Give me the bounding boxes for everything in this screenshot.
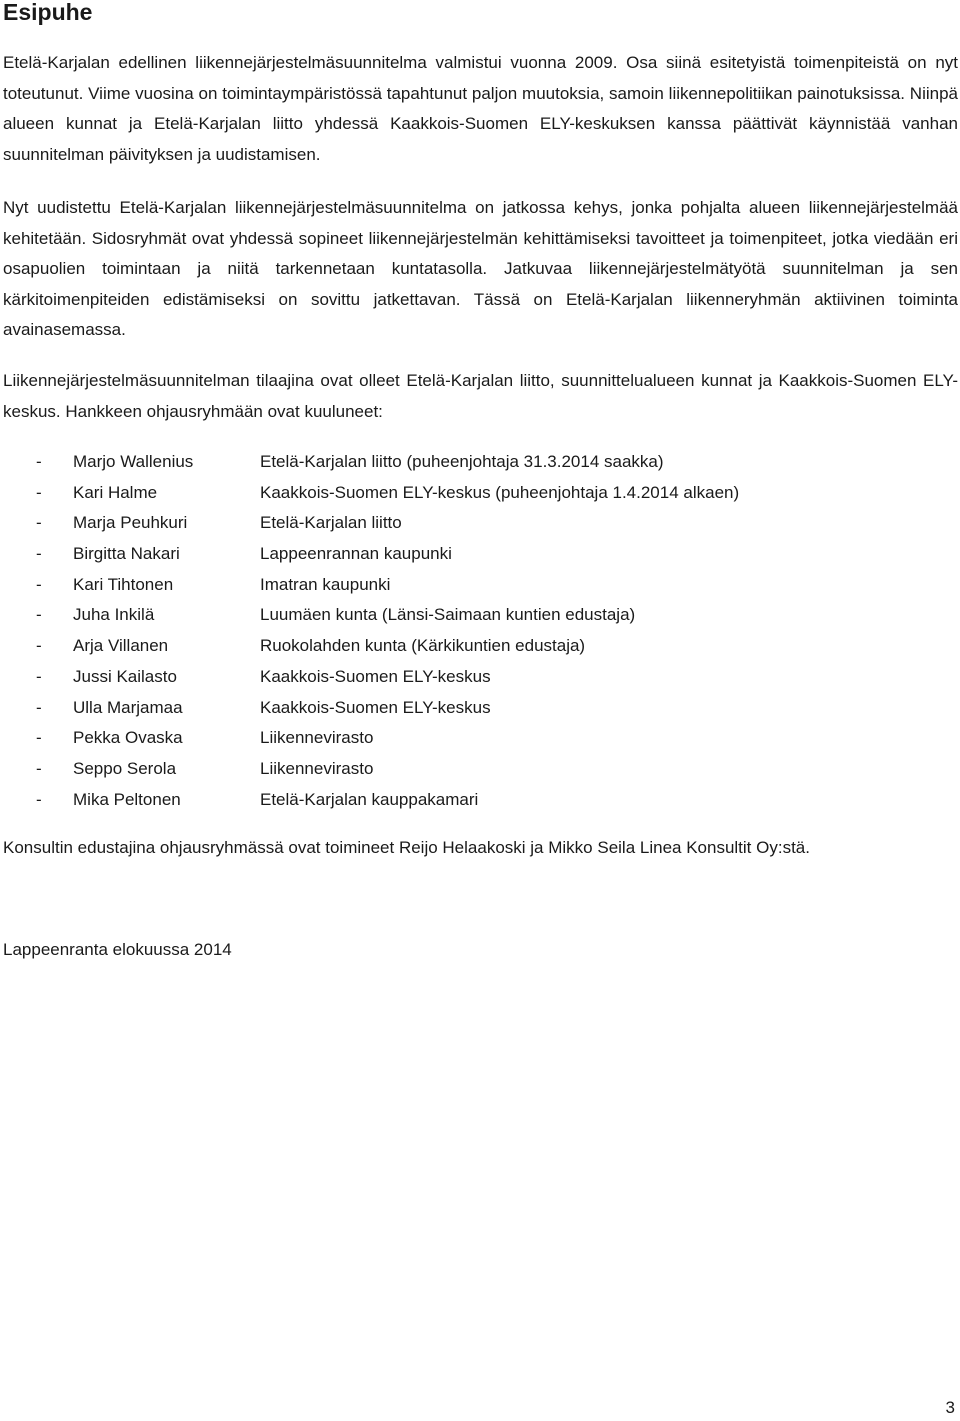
list-item <box>3 508 958 539</box>
list-item <box>3 662 958 693</box>
list-item <box>3 785 958 816</box>
list-dash: - <box>36 697 42 717</box>
consultant-paragraph: Konsultin edustajina ohjausryhmässä ovat toimineet Reijo Helaakoski ja Mikko Seila Linea Konsultit Oy:stä. <box>3 838 810 857</box>
member-name: Ulla Marjamaa <box>73 697 183 717</box>
member-organization: Etelä-Karjalan liitto <box>260 513 402 533</box>
member-name: Jussi Kailasto <box>73 666 177 686</box>
member-name: Mika Peltonen <box>73 789 181 809</box>
member-organization: Imatran kaupunki <box>260 574 391 594</box>
list-dash: - <box>36 482 42 502</box>
member-name: Birgitta Nakari <box>73 544 180 564</box>
list-dash: - <box>36 574 42 594</box>
framework-paragraph: Nyt uudistettu Etelä-Karjalan liikennejärjestelmäsuunnitelma on jatkossa kehys, jonka pohjalta alueen liikennejärjestelmää kehitetään. Sidosryhmät ovat yhdessä sopineet liikennejärjestelmän kehittämiseksi tavoitteet ja toimenpiteet, jotka viedään eri osapuolien toimintaan ja niitä tarkennetaan kuntatasolla. Jatkuvaa liikennejärjestelmätyötä suunnitelman ja sen kärkitoimenpiteiden edistämiseksi on sovittu jatkettavan. Tässä on Etelä-Karjalan liikenneryhmän aktiivinen toiminta avainasemassa. <box>3 198 958 340</box>
member-organization: Etelä-Karjalan kauppakamari <box>260 789 479 809</box>
member-organization: Luumäen kunta (Länsi-Saimaan kuntien edustaja) <box>260 605 636 625</box>
list-item <box>3 539 958 570</box>
list-dash: - <box>36 758 42 778</box>
page-title: Esipuhe <box>3 0 93 25</box>
steering-group-list <box>3 447 958 815</box>
list-dash: - <box>36 789 42 809</box>
member-name: Kari Halme <box>73 482 158 502</box>
list-dash: - <box>36 452 42 471</box>
list-dash: - <box>36 636 42 656</box>
place-and-date: Lappeenranta elokuussa 2014 <box>3 940 232 959</box>
list-item <box>3 447 958 478</box>
member-organization: Kaakkois-Suomen ELY-keskus <box>260 666 491 686</box>
member-organization: Etelä-Karjalan liitto (puheenjohtaja 31.3.2014 saakka) <box>260 452 664 471</box>
list-item <box>3 600 958 631</box>
list-dash: - <box>36 544 42 564</box>
member-name: Marja Peuhkuri <box>73 513 188 533</box>
page-number: 3 <box>945 1398 955 1417</box>
member-name: Juha Inkilä <box>73 605 155 625</box>
member-organization: Lappeenrannan kaupunki <box>260 544 452 564</box>
member-organization: Kaakkois-Suomen ELY-keskus (puheenjohtaja 1.4.2014 alkaen) <box>260 482 740 502</box>
member-organization: Liikennevirasto <box>260 728 374 748</box>
list-item <box>3 723 958 754</box>
member-name: Marjo Wallenius <box>73 452 194 471</box>
list-item <box>3 754 958 785</box>
list-dash: - <box>36 605 42 625</box>
list-dash: - <box>36 728 42 748</box>
list-item <box>3 478 958 509</box>
member-organization: Liikennevirasto <box>260 758 374 778</box>
list-item <box>3 693 958 724</box>
intro-paragraph: Etelä-Karjalan edellinen liikennejärjestelmäsuunnitelma valmistui vuonna 2009. Osa siinä esitetyistä toimenpiteistä on nyt toteutunut. Viime vuosina on toimintaympäristössä tapahtunut paljon muutoksia, samoin liikennepolitiikan painotuksissa. Niinpä alueen kunnat ja Etelä-Karjalan liitto yhdessä Kaakkois-Suomen ELY-keskuksen kanssa päättivät käynnistää vanhan suunnitelman päivityksen ja uudistamisen. <box>3 53 958 164</box>
list-dash: - <box>36 513 42 533</box>
member-organization: Ruokolahden kunta (Kärkikuntien edustaja) <box>260 636 586 656</box>
list-item <box>3 631 958 662</box>
member-name: Pekka Ovaska <box>73 728 183 748</box>
list-item <box>3 570 958 601</box>
steering-group-intro-paragraph: Liikennejärjestelmäsuunnitelman tilaajina ovat olleet Etelä-Karjalan liitto, suunnittelualueen kunnat ja Kaakkois-Suomen ELY-keskus. Hankkeen ohjausryhmään ovat kuuluneet: <box>3 371 958 421</box>
member-name: Arja Villanen <box>73 636 169 656</box>
member-name: Seppo Serola <box>73 758 177 778</box>
list-dash: - <box>36 666 42 686</box>
member-organization: Kaakkois-Suomen ELY-keskus <box>260 697 491 717</box>
member-name: Kari Tihtonen <box>73 574 174 594</box>
